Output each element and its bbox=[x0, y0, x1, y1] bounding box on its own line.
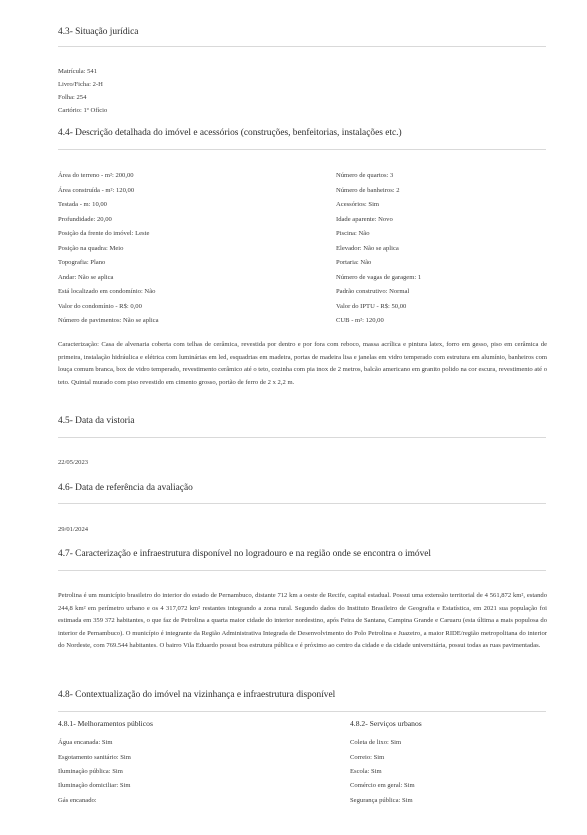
section-divider bbox=[58, 711, 546, 712]
property-attribute-left: Número de pavimentos: Não se aplica bbox=[58, 317, 159, 324]
folha-line: Folha: 254 bbox=[58, 94, 87, 101]
data-referencia-value: 29/01/2024 bbox=[58, 526, 89, 533]
subsection-title-servicos: 4.8.2- Serviços urbanos bbox=[350, 719, 422, 728]
regiao-paragraph: Petrolina é um município brasileiro do interior do estado de Pernambuco, distante 712 km a oeste de Recife, capital estadual. Possui uma extensão territorial de 4 561,872 km², estando 244,8 km² em perímetro urbano e os 4 317,072 km² restantes integrando a zona rural. Segundo dados do Instituto Brasileiro de Geografia e Estatística, em 2021 sua população foi estimada em 359 372 habitantes, o que faz de Petrolina a quarta maior cidade do interior nordestino, após Feira de Santana, Campina Grande e Caruaru (esta última a mais populosa do interior de Pernambuco). O município é integrante da Região Administrativa Integrada de Desenvolvimento do Polo Petrolina e Juazeiro, a maior RIDE/região metropolitana do interior do Nordeste, com 769.544 habitantes. O bairro Vila Eduardo possui boa estrutura pública e é próximo ao centro da cidade e da cidade universitária, possui todas as ruas pavimentadas. bbox=[58, 592, 547, 650]
melhoramento-item: Gás encanado: bbox=[58, 797, 97, 804]
section-title-data-vistoria: 4.5- Data da vistoria bbox=[58, 416, 135, 426]
matricula-line: Matrícula: 541 bbox=[58, 68, 98, 75]
property-attribute-right: Acessórios: Sim bbox=[336, 201, 380, 208]
property-attribute-left: Topografia: Plano bbox=[58, 259, 106, 266]
property-attribute-right: Piscina: Não bbox=[336, 230, 370, 237]
section-title-contextualizacao: 4.8- Contextualização do imóvel na vizinhança e infraestrutura disponível bbox=[58, 690, 336, 700]
servico-item: Escola: Sim bbox=[350, 768, 382, 775]
servico-item: Correio: Sim bbox=[350, 754, 385, 761]
section-title-descricao-imovel: 4.4- Descrição detalhada do imóvel e acessórios (construções, benfeitorias, instalações etc.) bbox=[58, 128, 402, 138]
servico-item: Comércio em geral: Sim bbox=[350, 782, 415, 789]
property-attribute-right: Valor do IPTU - R$: 50,00 bbox=[336, 303, 407, 310]
property-attribute-left: Andar: Não se aplica bbox=[58, 274, 114, 281]
melhoramento-item: Esgotamento sanitário: Sim bbox=[58, 754, 131, 761]
section-title-situacao-juridica: 4.3- Situação jurídica bbox=[58, 27, 139, 37]
property-attribute-left: Área do terreno - m²: 200,00 bbox=[58, 172, 134, 179]
section-divider bbox=[58, 149, 546, 150]
property-attribute-left: Posição na quadra: Meio bbox=[58, 245, 124, 252]
subsection-title-melhoramentos: 4.8.1- Melhoramentos públicos bbox=[58, 719, 153, 728]
section-divider bbox=[58, 46, 546, 47]
melhoramento-item: Iluminação pública: Sim bbox=[58, 768, 123, 775]
section-divider bbox=[58, 437, 546, 438]
property-attribute-left: Posição da frente do imóvel: Leste bbox=[58, 230, 150, 237]
data-vistoria-value: 22/05/2023 bbox=[58, 459, 89, 466]
cartorio-line: Cartório: 1º Ofício bbox=[58, 107, 108, 114]
section-title-data-referencia: 4.6- Data de referência da avaliação bbox=[58, 483, 193, 493]
melhoramento-item: Iluminação domiciliar: Sim bbox=[58, 782, 131, 789]
property-attribute-right: CUB - m²: 120,00 bbox=[336, 317, 384, 324]
property-attribute-left: Valor do condomínio - R$: 0,00 bbox=[58, 303, 142, 310]
servico-item: Coleta de lixo: Sim bbox=[350, 739, 402, 746]
property-attribute-left: Profundidade: 20,00 bbox=[58, 216, 112, 223]
property-attribute-right: Elevador: Não se aplica bbox=[336, 245, 399, 252]
property-attribute-right: Número de vagas de garagem: 1 bbox=[336, 274, 422, 281]
livro-ficha-line: Livro/Ficha: 2-H bbox=[58, 81, 103, 88]
property-attribute-right: Padrão construtivo: Normal bbox=[336, 288, 410, 295]
section-title-infraestrutura: 4.7- Caracterização e infraestrutura disponível no logradouro e na região onde se encontra o imóvel bbox=[58, 549, 432, 559]
servico-item: Segurança pública: Sim bbox=[350, 797, 413, 804]
property-attribute-left: Está localizado em condomínio: Não bbox=[58, 288, 156, 295]
property-attribute-left: Área construída - m²: 120,00 bbox=[58, 187, 135, 194]
property-attribute-right: Portaria: Não bbox=[336, 259, 372, 266]
caracterizacao-paragraph: Caracterização: Casa de alvenaria coberta com telhas de cerâmica, revestida por dentro e por fora com reboco, massa acrílica e pintura latex, forro em gesso, piso em cerâmica de primeira, instalação hidráulica e elétrica com luminárias em led, esquadrias em madeira, portas de madeira lisa e janelas em vidro temperado com estrutura em alumínio, banheiros com louça comum branca, box de vidro temperado, revestimento cerâmico até o teto, cozinha com pia inox de 2 metros, balcão americano em granito polido na cor escura, revestimento até o teto. Quintal murado com piso revestido em cimento grosso, portão de ferro de 2 x 2,2 m. bbox=[58, 341, 547, 386]
property-attribute-left: Testada - m: 10,00 bbox=[58, 201, 107, 208]
melhoramento-item: Água encanada: Sim bbox=[58, 739, 113, 746]
property-attribute-right: Idade aparente: Novo bbox=[336, 216, 393, 223]
section-divider bbox=[58, 503, 546, 504]
section-divider bbox=[58, 570, 546, 571]
property-attribute-right: Número de banheiros: 2 bbox=[336, 187, 400, 194]
property-attribute-right: Número de quartos: 3 bbox=[336, 172, 394, 179]
